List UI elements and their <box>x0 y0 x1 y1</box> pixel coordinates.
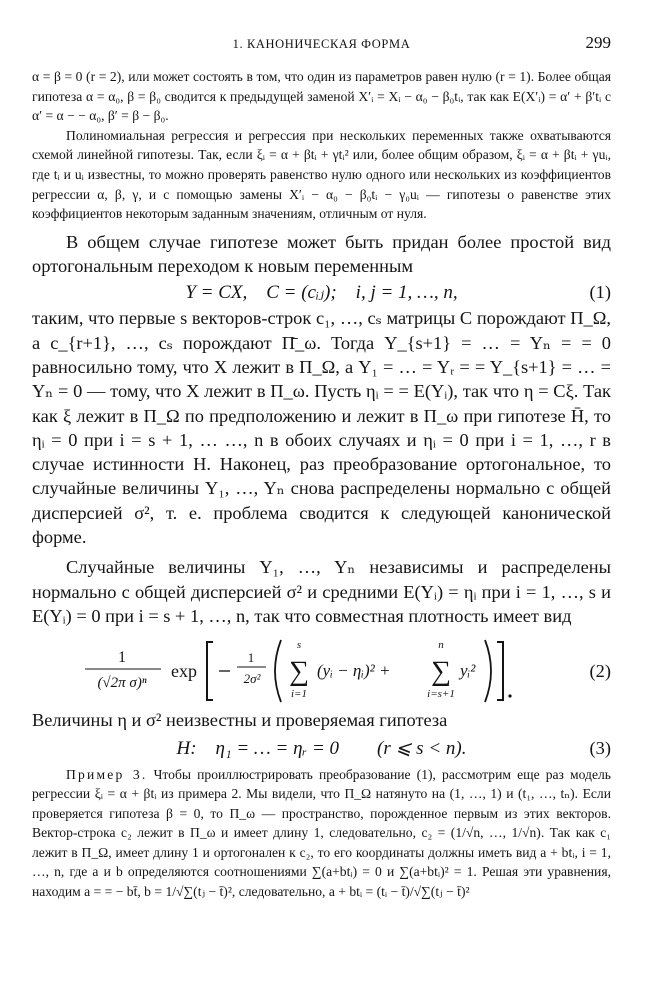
page-number: 299 <box>585 33 611 52</box>
paragraph-orthogonal-transform: В общем случае гипотезе может быть придан более простой вид ортогональным переходом к новым переменным <box>32 231 611 277</box>
equation-3-body: H: η₁ = … = ηᵣ = 0 (r ⩽ s < n). <box>176 738 467 759</box>
sum1-lower-limit: i=1 <box>290 688 307 701</box>
left-paren <box>275 640 281 702</box>
fraction-numerator: 1 <box>247 650 254 666</box>
sum1-symbol: ∑ <box>288 656 309 688</box>
equation-3 <box>32 733 611 765</box>
exp-label: exp <box>170 661 197 682</box>
coefficient-denominator: (√2π σ)ⁿ <box>96 675 147 692</box>
running-head <box>32 33 611 57</box>
example-label: Пример 3. <box>66 766 148 782</box>
period-dot <box>508 695 511 698</box>
joint-density-formula <box>77 634 567 708</box>
right-paren <box>485 640 491 702</box>
equation-2 <box>32 634 611 708</box>
sum2-term: yᵢ² <box>459 661 475 681</box>
equation-2-number: (2) <box>589 660 611 681</box>
paragraph-example-3 <box>32 765 611 902</box>
sum2-lower-limit: i=s+1 <box>426 688 455 701</box>
equation-1 <box>32 278 611 306</box>
sum1-upper-limit: s <box>296 639 301 652</box>
paragraph-canonical-reduction: таким, что первые s векторов-строк c₁, …, cₛ матрицы C порождают Π_Ω, а c_{r+1}, …, cₛ порождают Π̄_ω. Тогда Y_{s+1} = … = Yₙ = = 0 равносильно тому, что X лежит в Π_Ω, а Y₁ = … = Yᵣ = = Y_{s+1} = … = Yₙ = 0 — тому, что X лежит в Π_ω. Пусть ηᵢ = = E(Yᵢ), так что η = Cξ. Так как ξ лежит в Π_Ω по предположению и лежит в Π_ω при гипотезе H̄, то ηᵢ = 0 при i = s + 1, … …, n в обоих случаях и ηᵢ = 0 при i = 1, …, r в случае истинности H. Наконец, раз преобразование ортогональное, то случайные величины Y₁, …, Yₙ снова распределены нормально с общей дисперсией σ², т. е. проблема сводится к следующей канонической форме. <box>32 308 611 548</box>
equation-1-body: Y = CX, C = (cᵢⱼ); i, j = 1, …, n, <box>185 281 458 303</box>
paragraph-joint-density-intro: Случайные величины Y₁, …, Yₙ независимы и распределены нормально с общей дисперсией σ² и средними E(Yᵢ) = ηᵢ при i = 1, …, s и E(Yᵢ) = 0 при i = s + 1, …, n, так что совместная плотность имеет вид <box>32 557 611 626</box>
fraction-denominator: 2σ² <box>243 671 260 687</box>
paragraph-continuation: α = β = 0 (r = 2), или может состоять в том, что один из параметров равен нулю (r = 1). Более общая гипотеза α = α₀, β = β₀ сводится к предыдущей заменой X′ᵢ = Xᵢ − α₀ − β₀tᵢ, так как E(X′ᵢ) = α′ + β′tᵢ с α′ = α − − α₀, β′ = β − β₀. <box>32 69 611 124</box>
equation-3-number: (3) <box>589 738 611 758</box>
equation-1-number: (1) <box>589 281 611 302</box>
sum2-symbol: ∑ <box>430 656 451 688</box>
left-bracket <box>207 642 213 700</box>
sum1-term: (yᵢ − ηᵢ)² + <box>316 661 390 681</box>
right-bracket <box>497 642 503 700</box>
running-title: 1. КАНОНИЧЕСКАЯ ФОРМА <box>232 37 411 51</box>
example-3-text: Чтобы проиллюстрировать преобразование (1), рассмотрим еще раз модель регрессии ξᵢ = α + βtᵢ из примера 2. Мы видели, что Π_Ω натянуто на (1, …, 1) и (t₁, …, tₙ). Если проверяется гипотеза β = 0, то Π_ω — пространство, порожденное первым из этих векторов. Вектор-строка c₂ лежит в Π_ω и имеет длину 1, следовательно, c₂ = (1/√n, …, 1/√n). Так как c₁ лежит в Π_Ω, имеет длину 1 и ортогонален к c₂, то его координаты должны иметь вид a + btᵢ, i = 1, …, n, где a и b определяются соотношениями ∑(a+btᵢ) = 0 и ∑(a+btᵢ)² = 1. Решая эти уравнения, находим a = = − bt̄, b = 1/√∑(tⱼ − t̄)², следовательно, a + btᵢ = (tᵢ − t̄)/√∑(tⱼ − t̄)² <box>32 766 611 900</box>
coefficient-numerator: 1 <box>117 649 126 667</box>
sum2-upper-limit: n <box>437 639 444 652</box>
paragraph-polynomial-regression: Полиномиальная регрессия и регрессия при нескольких переменных также охватываются схемой линейной гипотезы. Так, если ξᵢ = α + βtᵢ + γtᵢ² или, более общим образом, ξᵢ = α + βtᵢ + γuᵢ, где tᵢ и uᵢ известны, то можно проверять равенство нулю одного или нескольких из коэффициентов регрессии α, β, γ, и с помощью замены X′ᵢ − α₀ − β₀tᵢ − γ₀uᵢ — гипотезы о равенстве этих коэффициентов некоторым заданным значениям, отличным от нуля. <box>32 127 611 222</box>
paragraph-hypothesis-intro: Величины η и σ² неизвестны и проверяемая гипотеза <box>32 710 448 731</box>
